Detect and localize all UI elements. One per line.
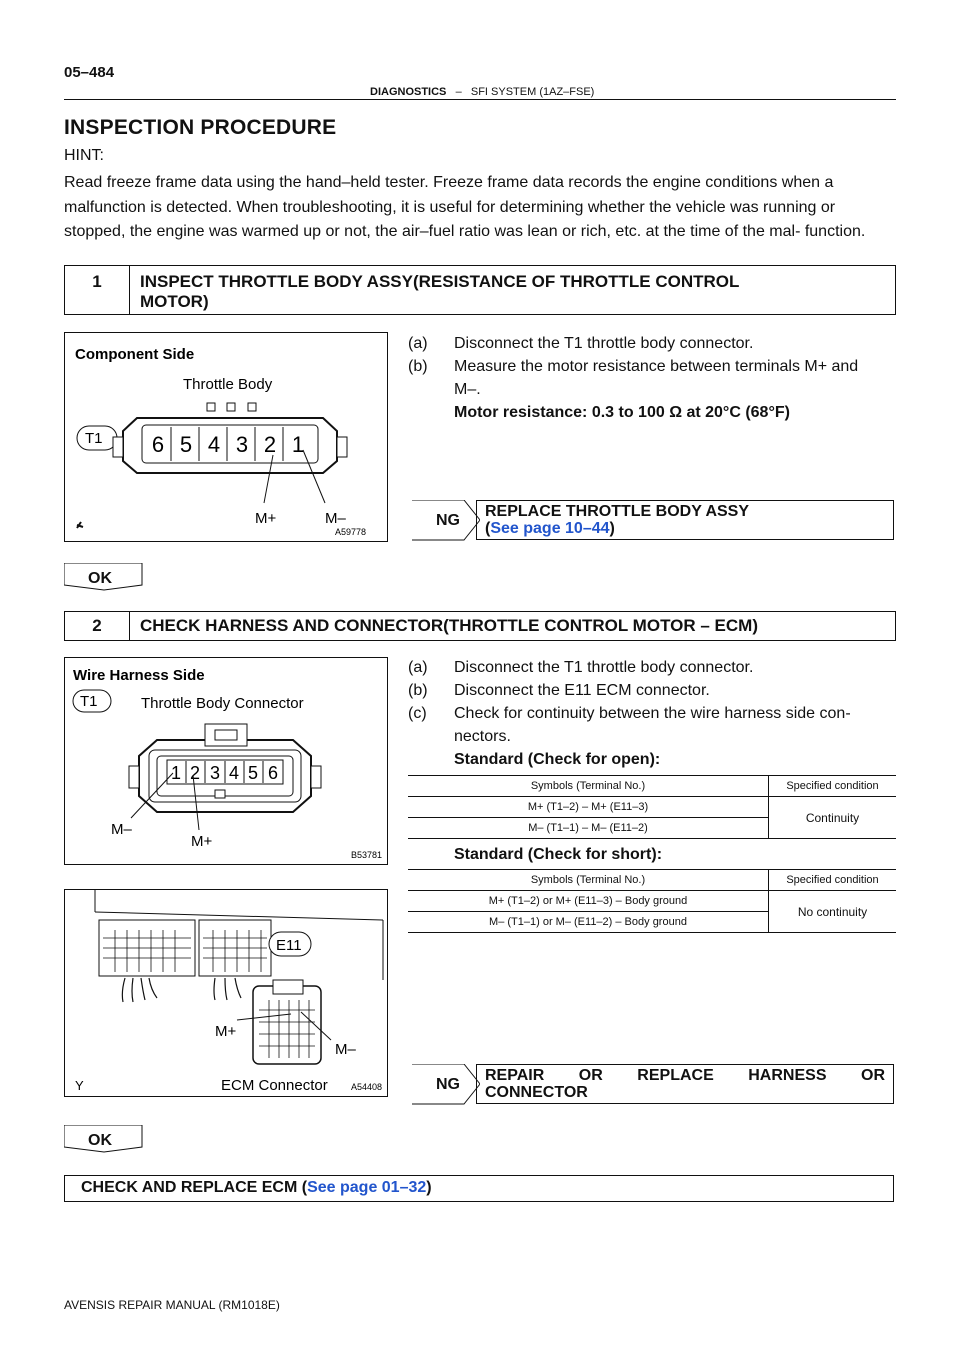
short-check-title: Standard (Check for short):	[454, 846, 663, 863]
fig1-corner-mark-icon	[77, 522, 83, 528]
open-table-header-symbols: Symbols (Terminal No.)	[408, 776, 769, 797]
final-paren-close: )	[426, 1179, 432, 1196]
link-see-page-10-44[interactable]: See page 10–44	[490, 520, 610, 537]
open-check-title: Standard (Check for open):	[454, 751, 661, 768]
throttle-body-connector-drawing	[65, 333, 387, 541]
page-number: 05–484	[64, 64, 115, 81]
fig2-side-label: Wire Harness Side	[73, 667, 205, 684]
step1-spec: Motor resistance: 0.3 to 100 Ω at 20°C (68°F)	[454, 404, 790, 421]
ecm-connector-drawing	[65, 890, 387, 1096]
step1-ng-action	[476, 500, 894, 540]
fig3-mminus-label: M–	[335, 1041, 356, 1058]
fig2-pin-6: 6	[267, 763, 279, 783]
short-table-condition: No continuity	[769, 891, 897, 933]
step2-a-label: (a)	[408, 659, 428, 676]
final-action-text: CHECK AND REPLACE ECM (	[81, 1179, 308, 1196]
fig2-pin-5: 5	[247, 763, 259, 783]
step1-a-label: (a)	[408, 335, 428, 352]
fig1-pin-1: 1	[291, 432, 305, 457]
step2-a-text: Disconnect the T1 throttle body connector.	[454, 659, 754, 676]
step1-instructions	[408, 332, 898, 424]
step1-b-text-line2: M–.	[454, 381, 481, 398]
fig1-mminus-label: M–	[325, 510, 346, 527]
fig2-mplus-label: M+	[191, 833, 213, 850]
step1-b-label: (b)	[408, 358, 428, 375]
harness-connector-drawing	[65, 658, 387, 864]
section-name: DIAGNOSTICS	[370, 86, 447, 98]
step1-ng-row	[412, 500, 896, 542]
fig1-pin-3: 3	[235, 432, 249, 457]
fig2-pin-2: 2	[189, 763, 201, 783]
step2-header	[64, 611, 896, 641]
footer-manual-name: AVENSIS REPAIR MANUAL (RM1018E)	[64, 1298, 280, 1312]
step2-ng-action	[476, 1064, 894, 1104]
figure-throttle-body	[64, 332, 388, 542]
short-table-row-1: M+ (T1–2) or M+ (E11–3) – Body ground	[408, 891, 769, 912]
step2-c-label: (c)	[408, 705, 427, 722]
hint-text: Read freeze frame data using the hand–held tester. Freeze frame data records the engine conditions when a malfunction is detected. When troubleshooting, it is useful for determining whether the vehicle was running or stopped, the engine was warmed up or not, the air–fuel ratio was lean or rich, etc. at the time of the mal- function.	[64, 174, 866, 240]
fig1-pin-5: 5	[179, 432, 193, 457]
step2-ok-label: OK	[88, 1132, 112, 1149]
subsection-name: SFI SYSTEM (1AZ–FSE)	[470, 86, 595, 98]
paren-close: )	[609, 520, 615, 537]
step2-instructions	[408, 656, 898, 771]
open-table-header-condition: Specified condition	[769, 776, 897, 797]
fig1-name-label: Throttle Body	[183, 376, 273, 393]
step2-ng-row	[412, 1064, 896, 1106]
fig2-connector-id: T1	[80, 693, 98, 710]
step1-ok-label: OK	[88, 570, 112, 587]
short-table-row-2: M– (T1–1) or M– (E11–2) – Body ground	[408, 912, 769, 933]
fig1-pin-2: 2	[263, 432, 277, 457]
fig3-mplus-label: M+	[215, 1023, 237, 1040]
fig3-name-label: ECM Connector	[221, 1077, 328, 1094]
step1-header	[64, 265, 896, 315]
fig3-corner-mark: Y	[75, 1078, 84, 1093]
step1-ok	[64, 563, 144, 591]
link-see-page-01-32[interactable]: See page 01–32	[307, 1179, 427, 1196]
page-title: INSPECTION PROCEDURE	[64, 116, 337, 139]
step2-title: CHECK HARNESS AND CONNECTOR(THROTTLE CONTROL MOTOR – ECM)	[140, 616, 758, 635]
figure-harness-connector	[64, 657, 388, 865]
fig1-connector-id: T1	[85, 430, 103, 447]
step2-ng-action-line2: CONNECTOR	[485, 1084, 588, 1101]
open-check-table	[408, 775, 896, 839]
fig2-pin-4: 4	[228, 763, 240, 783]
step2-b-label: (b)	[408, 682, 428, 699]
fig2-pin-1: 1	[170, 763, 182, 783]
header-rule	[64, 99, 896, 100]
short-table-header-condition: Specified condition	[769, 870, 897, 891]
fig3-connector-id: E11	[276, 937, 302, 954]
open-table-row-2: M– (T1–1) – M– (E11–2)	[408, 818, 769, 839]
fig1-mplus-label: M+	[255, 510, 277, 527]
open-table-condition: Continuity	[769, 797, 897, 839]
running-header	[370, 86, 594, 98]
fig3-code: A54408	[351, 1082, 383, 1092]
fig1-pin-4: 4	[207, 432, 221, 457]
fig1-code: A59778	[335, 527, 367, 537]
fig2-code: B53781	[351, 850, 383, 860]
final-action-box	[64, 1175, 894, 1202]
fig1-pin-6: 6	[151, 432, 165, 457]
step1-title-line2: MOTOR)	[140, 292, 209, 311]
step1-number: 1	[65, 266, 130, 314]
open-table-row-1: M+ (T1–2) – M+ (E11–3)	[408, 797, 769, 818]
step1-title	[130, 266, 749, 314]
hint-label: HINT:	[64, 147, 104, 164]
step1-title-line1: INSPECT THROTTLE BODY ASSY(RESISTANCE OF THROTTLE CONTROL	[140, 272, 740, 291]
step1-a-text: Disconnect the T1 throttle body connector.	[454, 335, 754, 352]
step2-c-text-line2: nectors.	[454, 728, 511, 745]
step2-c-text: Check for continuity between the wire harness side con-	[454, 705, 851, 722]
step2-number: 2	[65, 612, 130, 640]
fig1-side-label: Component Side	[75, 346, 195, 363]
step1-b-text: Measure the motor resistance between terminals M+ and	[454, 358, 859, 375]
step2-ng-action-line1: REPAIR OR REPLACE HARNESS OR	[485, 1067, 885, 1084]
step1-ng-label: NG	[436, 512, 460, 529]
short-table-header-symbols: Symbols (Terminal No.)	[408, 870, 769, 891]
paren-open: (	[485, 520, 491, 537]
header-separator: –	[455, 86, 462, 98]
step2-ok	[64, 1125, 144, 1153]
step1-ng-action-text: REPLACE THROTTLE BODY ASSY	[485, 503, 750, 520]
short-check-table	[408, 869, 896, 933]
step2-ng-label: NG	[436, 1076, 460, 1093]
fig2-pin-3: 3	[209, 763, 221, 783]
fig2-connector-name: Throttle Body Connector	[141, 695, 304, 712]
figure-ecm-connector	[64, 889, 388, 1097]
ecm-connector-body	[253, 986, 321, 1064]
step2-b-text: Disconnect the E11 ECM connector.	[454, 682, 710, 699]
fig2-mminus-label: M–	[111, 821, 132, 838]
